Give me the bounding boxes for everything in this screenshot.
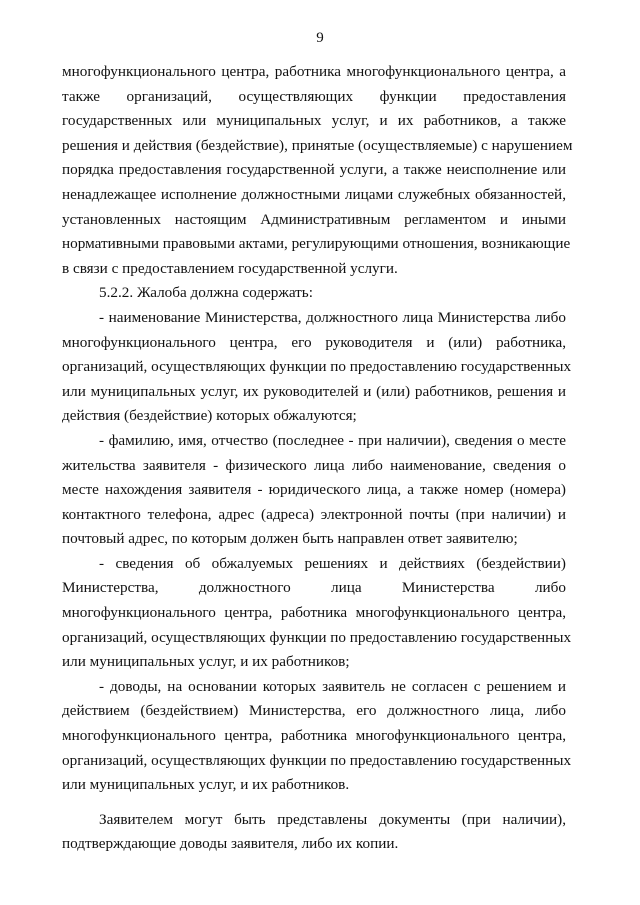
text-line: Министерства, должностного лица Министерства либо [62, 579, 566, 597]
text-line: многофункционального центра, работника многофункционального центра, а [62, 63, 566, 80]
text-line: - фамилию, имя, отчество (последнее - при наличии), сведения о месте [99, 431, 566, 449]
list-item-decisions [62, 552, 572, 675]
text-line: или муниципальных услуг, и их работников; [62, 653, 350, 671]
text-line: - доводы, на основании которых заявитель не согласен с решением и [99, 677, 566, 695]
text-line: или муниципальных услуг, их руководителей и (или) работников, решения и [62, 382, 566, 400]
text-line: установленных настоящим Административным регламентом и иными [62, 210, 566, 228]
text-line: в связи с предоставлением государственной услуги. [62, 259, 398, 277]
list-item-arguments [62, 675, 572, 798]
text-line: или муниципальных услуг, и их работников. [62, 776, 350, 794]
document-body [62, 60, 573, 857]
text-line: организаций, осуществляющих функции по предоставлению государственных [62, 751, 572, 769]
text-line: порядка предоставления государственной услуги, а также неисполнение или [62, 161, 566, 179]
text-line: контактного телефона, адрес (адреса) электронной почты (при наличии) и [62, 505, 566, 523]
paragraph-continuation [62, 60, 573, 281]
text-line: жительства заявителя - физического лица либо наименование, сведения о [62, 456, 566, 474]
text-line: нормативными правовыми актами, регулирующими отношения, возникающие [62, 235, 571, 253]
section-heading [62, 281, 566, 306]
text-line: действием (бездействием) Министерства, его должностного лица, либо [62, 702, 566, 720]
text-line: многофункционального центра, работника многофункционального центра, [62, 727, 566, 745]
text-line: - сведения об обжалуемых решениях и действиях (бездействии) [99, 554, 566, 572]
text-line: государственных или муниципальных услуг, и их работников, а также [62, 112, 566, 130]
text-line: решения и действия (бездействие), принятые (осуществляемые) с нарушением [62, 136, 573, 154]
text-line: также организаций, осуществляющих функции предоставления [62, 87, 566, 105]
list-item-name [62, 306, 572, 429]
list-item-applicant [62, 429, 566, 552]
text-line: действия (бездействие) которых обжалуются; [62, 407, 357, 425]
text-line: многофункционального центра, работника многофункционального центра, [62, 604, 566, 622]
text-line: Заявителем могут быть представлены документы (при наличии), [99, 810, 566, 828]
text-line: почтовый адрес, по которым должен быть направлен ответ заявителю; [62, 530, 518, 548]
page-number: 9 [316, 30, 324, 46]
text-line: подтверждающие доводы заявителя, либо их копии. [62, 835, 399, 853]
text-line: месте нахождения заявителя - юридического лица, а также номер (номера) [62, 481, 566, 499]
text-line: организаций, осуществляющих функции по предоставлению государственных [62, 628, 572, 646]
text-line: 5.2.2. Жалоба должна содержать: [99, 284, 313, 302]
paragraph-documents [62, 808, 566, 857]
text-line: ненадлежащее исполнение должностными лицами служебных обязанностей, [62, 185, 566, 203]
text-line: - наименование Министерства, должностного лица Министерства либо [99, 308, 566, 326]
text-line: многофункционального центра, его руководителя и (или) работника, [62, 333, 566, 351]
text-line: организаций, осуществляющих функции по предоставлению государственных [62, 358, 572, 376]
